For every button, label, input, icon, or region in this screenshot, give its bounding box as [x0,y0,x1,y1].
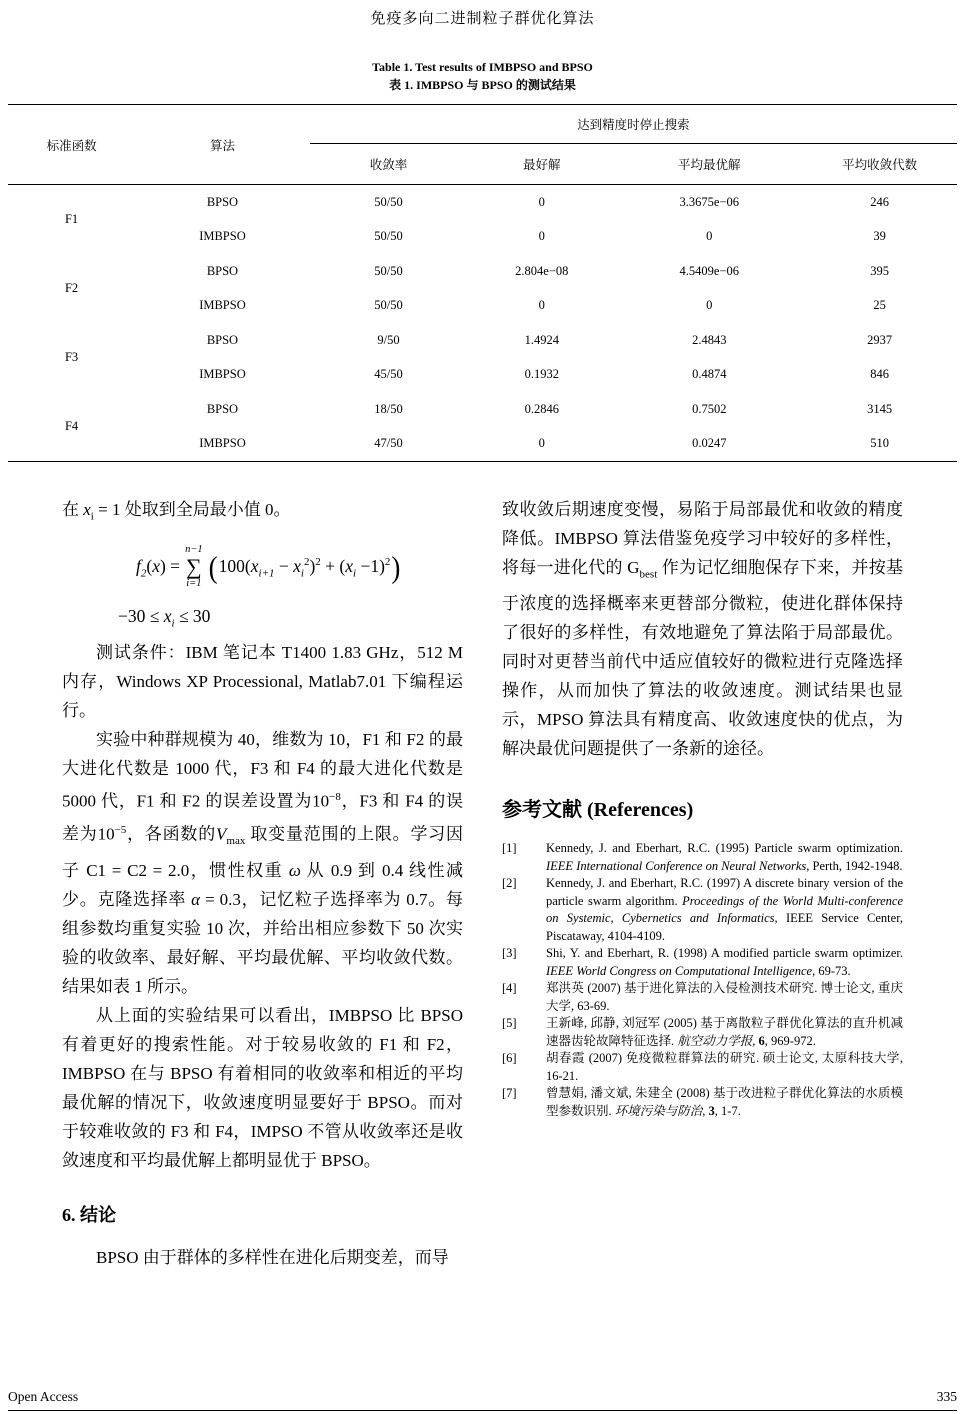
reference-item [502,1085,903,1120]
reference-text: 郑洪英 (2007) 基于进化算法的入侵检测技术研究. 博士论文, 重庆大学, 63-69. [546,981,903,1013]
footer-page-number: 335 [936,1389,957,1404]
paragraph-experiment-setup: 实验中种群规模为 40，维数为 10，F1 和 F2 的最大进化代数是 1000 代，F3 和 F4 的最大进化代数是 5000 代，F1 和 F2 的误差设置为$10^{-8}$，F3 和 F4 的误差为$10^{-5}$，各函数的$V_{max}$ 取变量范围的上限。学习因子 C1 = C2 = 2.0，惯性权重 ω 从 0.9 到 0.4 线性减少。克隆选择率 α = 0.3，记忆粒子选择率为 0.7。每组参数均重复实验 10 次，并给出相应参数下 50 次实验的收敛率、最好解、平均最优解、平均收敛代数。结果如表 1 所示。 [62,730,464,996]
value-cell: 9/50 [377,332,400,347]
col-header-best-solution: 最好解 [467,144,616,185]
algorithm-cell: BPSO [206,401,239,416]
value-cell: 0.0247 [692,436,727,451]
value-cell: 3145 [867,401,893,416]
value-cell: 2.4843 [692,332,727,347]
formula-f2-range: $-30 \le x_i \le 30$ [118,605,211,630]
value-cell: 47/50 [374,436,403,451]
table-caption [0,58,965,94]
sub-gbest: best [639,568,658,581]
value-cell: 3.3675e−06 [679,194,740,209]
var-omega: ω [288,860,301,880]
value-cell: 395 [870,263,890,278]
reference-number: [3] [502,946,517,961]
algorithm-cell: BPSO [206,332,239,347]
table-row [8,323,957,358]
value-cell: 2937 [867,332,893,347]
section-heading-conclusion: 6. 结论 [62,1204,116,1225]
table-header-row-1 [8,105,957,144]
table-row [8,358,957,393]
paragraph-test-conditions: 测试条件：IBM 笔记本 T1400 1.83 GHz，512 M 内存，Windows XP Processional, Matlab7.01 下编程运行。 [62,643,463,721]
reference-number: [2] [502,876,517,891]
references-list [502,840,903,1120]
table-row [8,392,957,427]
results-table [8,104,957,462]
reference-item [502,840,903,875]
algorithm-cell: BPSO [206,194,239,209]
value-cell: 0 [538,298,545,313]
page-title: 免疫多向二进制粒子群优化算法 [370,11,595,27]
value-cell: 0.7502 [692,401,727,416]
value-cell: 4.5409e−06 [679,263,740,278]
reference-text: 曾慧娟, 潘文斌, 朱建全 (2008) 基于改进粒子群优化算法的水质模型参数识别. 环境污染与防治, 3, 1-7. [546,1086,903,1118]
col-header-stop-search-group: 达到精度时停止搜索 [310,105,957,144]
algorithm-cell: IMBPSO [199,298,246,313]
value-cell: 50/50 [374,229,403,244]
col-header-avg-best-solution: 平均最优解 [616,144,802,185]
value-cell: 39 [873,229,886,244]
table-caption-en: Table 1. Test results of IMBPSO and BPSO [372,60,593,74]
table-row [8,220,957,255]
function-cell: F3 [64,350,79,364]
value-cell: 50/50 [374,194,403,209]
reference-text: Shi, Y. and Eberhart, R. (1998) A modified particle swarm optimizer. IEEE World Congress on Computational Intelligence, 69-73. [546,946,903,978]
footer-open-access: Open Access [8,1389,79,1404]
section-heading-references: 参考文献 (References) [502,799,694,822]
value-cell: 0 [706,298,713,313]
var-vmax: V [216,824,227,844]
value-cell: 1.4924 [524,332,559,347]
big-right-paren: ) [391,549,401,585]
reference-item [502,980,903,1015]
col-header-convergence-rate: 收敛率 [310,144,468,185]
function-cell: F4 [64,419,79,433]
value-cell: 18/50 [374,401,403,416]
var-alpha: α [191,889,201,909]
paragraph-global-min: 在 $x_i = 1$ 处取到全局最小值 0。 [62,500,291,523]
value-cell: 25 [873,298,886,313]
paragraph-conclusion-start: BPSO 由于群体的多样性在进化后期变差，而导 [96,1247,449,1267]
value-cell: 510 [870,436,890,451]
reference-text: Kennedy, J. and Eberhart, R.C. (1995) Particle swarm optimization. IEEE International Conference on Neural Networks, Perth, 1942-1948. [546,841,903,873]
reference-number: [1] [502,841,517,856]
reference-text: Kennedy, J. and Eberhart, R.C. (1997) A discrete binary version of the particle swarm algorithm. Proceedings of the World Multi-conference on Systemic, Cybernetics and Informatics, IEEE Service Center, Piscataway, 4104-4109. [546,876,903,943]
table-row [8,254,957,289]
formula-f2 [62,544,463,629]
value-cell: 50/50 [374,263,403,278]
algorithm-cell: IMBPSO [199,367,246,382]
table-row [8,427,957,462]
col-header-avg-generations: 平均收敛代数 [802,144,957,185]
page-footer [8,1389,957,1411]
reference-text: 胡春霞 (2007) 免疫微粒群算法的研究. 硕士论文, 太原科技大学, 16-21. [546,1051,903,1083]
reference-item [502,1050,903,1085]
value-cell: 0.1932 [524,367,559,382]
value-cell: 50/50 [374,298,403,313]
value-cell: 246 [870,194,890,209]
algorithm-cell: IMBPSO [199,436,246,451]
algorithm-cell: BPSO [206,263,239,278]
var-x: x [83,500,91,519]
paragraph-results-discussion: 从上面的实验结果可以看出，IMBPSO 比 BPSO 有着更好的搜索性能。对于较易收敛的 F1 和 F2，IMBPSO 在与 BPSO 有着相同的收敛率和相近的平均最优解的情况下，收敛速度明显要好于 BPSO。而对于较难收敛的 F3 和 F4，IMPSO 不管从收敛率还是收敛速度和平均最优解上都明显优于 BPSO。 [62,1005,463,1170]
reference-number: [4] [502,981,517,996]
reference-number: [6] [502,1051,517,1066]
algorithm-cell: IMBPSO [199,229,246,244]
value-cell: 0.2846 [524,401,559,416]
function-cell: F1 [64,212,79,226]
value-cell: 0 [538,436,545,451]
big-left-paren: ( [208,549,218,585]
left-column [62,495,463,1272]
formula-f2-line1 [136,544,463,590]
reference-number: [5] [502,1016,517,1031]
value-cell: 0 [538,229,545,244]
value-cell: 45/50 [374,367,403,382]
col-header-function: 标准函数 [8,105,135,185]
value-cell: 0 [706,229,713,244]
reference-item [502,875,903,945]
table-row [8,289,957,324]
table-row [8,185,957,220]
results-table-body [8,185,957,462]
value-cell: 0.4874 [692,367,727,382]
function-cell: F2 [64,281,79,295]
reference-item [502,1015,903,1050]
paragraph-conclusion-continued: 致收敛后期速度变慢，易陷于局部最优和收敛的精度降低。IMBPSO 算法借鉴免疫学习中较好的多样性，将每一进化代的 $G_{best}$ 作为记忆细胞保存下来，并按基于浓度的选择概率来更替部分微粒，使进化群体保持了很好的多样性，有效地避免了算法陷于局部最优。同时对更替当前代中适应值较好的微粒进行克隆选择操作，从而加快了算法的收敛速度。测试结果也显示，MPSO 算法具有精度高、收敛速度快的优点，为解决最优问题提供了一条新的途径。 [502,500,904,759]
two-column-body [62,495,903,1272]
table-caption-zh: 表 1. IMBPSO 与 BPSO 的测试结果 [389,78,576,92]
reference-number: [7] [502,1086,517,1101]
formula-lhs: $f_2(x)$ = [136,555,181,580]
formula-body: $100(x_{i+1} - x_i^2)^2 + (x_i -1)^2$ [218,555,391,580]
col-header-algorithm: 算法 [135,105,310,185]
value-cell: 0 [538,194,545,209]
right-column [502,495,903,1272]
reference-text: 王新峰, 邱静, 刘冠军 (2005) 基于离散粒子群优化算法的直升机减速器齿轮故障特征选择. 航空动力学报, 6, 969-972. [546,1016,903,1048]
summation-symbol: n−1 ∑ i=1 [185,544,203,590]
value-cell: 2.804e−08 [515,263,569,278]
value-cell: 846 [870,367,890,382]
reference-item [502,945,903,980]
